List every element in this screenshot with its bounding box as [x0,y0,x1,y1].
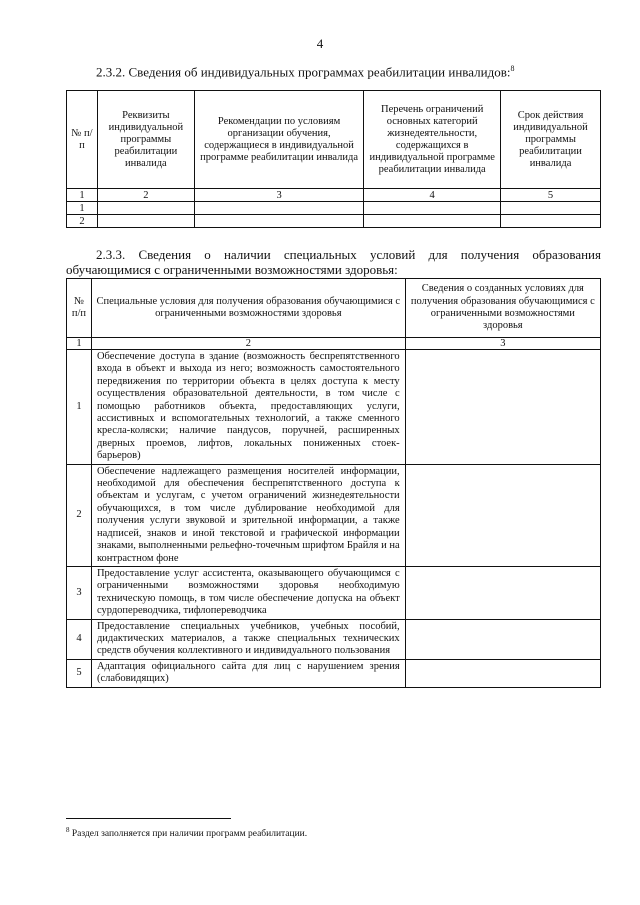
column-numbers-row [67,189,601,202]
footnote-ref: 8 [510,64,515,73]
footnote-text: Раздел заполняется при наличии программ реабилитации. [71,829,308,840]
table-row [67,215,601,228]
row-number: 4 [67,619,92,659]
page-number: 4 [316,36,324,51]
col-header-created-conditions: Сведения о созданных условиях для получения образования обучающимися с ограниченными возможностями здоровья [405,279,600,338]
table-row [67,619,601,659]
empty-cell [97,215,194,228]
col-header-recommendations: Рекомендации по условиям организации обучения, содержащиеся в индивидуальной программе реабилитации инвалида [194,91,363,189]
column-number: 4 [364,189,501,202]
col-header-requisites: Реквизиты индивидуальной программы реабилитации инвалида [97,91,194,189]
condition-value [405,619,600,659]
column-number: 2 [91,338,405,350]
condition-value [405,464,600,566]
table-header-row [67,91,601,189]
special-conditions-table [66,278,601,688]
footnote-divider [66,818,231,819]
table-header-row [67,279,601,338]
col-header-conditions: Специальные условия для получения образования обучающимися с ограниченными возможностями здоровья [91,279,405,338]
row-number: 2 [67,215,98,228]
column-number: 1 [67,189,98,202]
table-row [67,566,601,619]
condition-text: Обеспечение доступа в здание (возможность беспрепятственного входа в объект и выхода из него; возможность самостоятельного передвижения по территории объекта в целях доступа к месту осуществления образовательной деятельности, в том числе с помощью работников объекта, предоставляющих услуги, ассистивных и вспомогательных технологий, а также сменного кресла-коляски; наличие пандусов, поручней, расширенных дверных проемов, лифтов, локальных пониженных стоек-барьеров) [91,350,405,465]
empty-cell [194,202,363,215]
table-row [67,350,601,465]
section-2-3-3-title-line2: обучающимися с ограниченными возможностями здоровья: [66,262,398,277]
section-2-3-3-title-line1: 2.3.3. Сведения о наличии специальных условий для получения образования [96,247,601,262]
col-header-number: № п/п [67,91,98,189]
condition-text: Адаптация официального сайта для лиц с нарушением зрения (слабовидящих) [91,659,405,687]
row-number: 1 [67,350,92,465]
rehabilitation-programs-table [66,90,601,228]
section-2-3-3-heading [66,247,601,277]
table-row [67,202,601,215]
empty-cell [501,202,601,215]
table-row [67,464,601,566]
column-number: 2 [97,189,194,202]
footnote [66,826,307,839]
row-number: 3 [67,566,92,619]
section-2-3-2-title: 2.3.2. Сведения об индивидуальных программах реабилитации инвалидов: [96,64,511,80]
column-number: 1 [67,338,92,350]
col-header-restrictions: Перечень ограничений основных категорий жизнедеятельности, содержащихся в индивидуальной программе реабилитации инвалида [364,91,501,189]
empty-cell [364,202,501,215]
table-row [67,659,601,687]
condition-text: Предоставление специальных учебников, учебных пособий, дидактических материалов, а также специальных технических средств обучения коллективного и индивидуального пользования [91,619,405,659]
empty-cell [501,215,601,228]
column-number: 5 [501,189,601,202]
footnote-marker: 8 [66,826,70,834]
row-number: 1 [67,202,98,215]
empty-cell [194,215,363,228]
column-numbers-row [67,338,601,350]
condition-value [405,659,600,687]
col-header-validity: Срок действия индивидуальной программы реабилитации инвалида [501,91,601,189]
column-number: 3 [405,338,600,350]
row-number: 5 [67,659,92,687]
section-2-3-2-heading [96,64,514,80]
empty-cell [364,215,501,228]
condition-text: Предоставление услуг ассистента, оказывающего обучающимся с ограниченными возможностями здоровья необходимую техническую помощь, в том числе обеспечение допуска на объект сурдопереводчика, тифлопереводчика [91,566,405,619]
condition-value [405,566,600,619]
column-number: 3 [194,189,363,202]
row-number: 2 [67,464,92,566]
empty-cell [97,202,194,215]
condition-text: Обеспечение надлежащего размещения носителей информации, необходимой для обеспечения беспрепятственного доступа к объектам и услугам, с учетом ограничений жизнедеятельности обучающихся, в том числе дублирование необходимой для получения услуги звуковой и зрительной информации, а также надписей, знаков и иной текстовой и графической информации знаками, выполненными рельефно-точечным шрифтом Брайля и на контрастном фоне [91,464,405,566]
col-header-number: № п/п [67,279,92,338]
condition-value [405,350,600,465]
